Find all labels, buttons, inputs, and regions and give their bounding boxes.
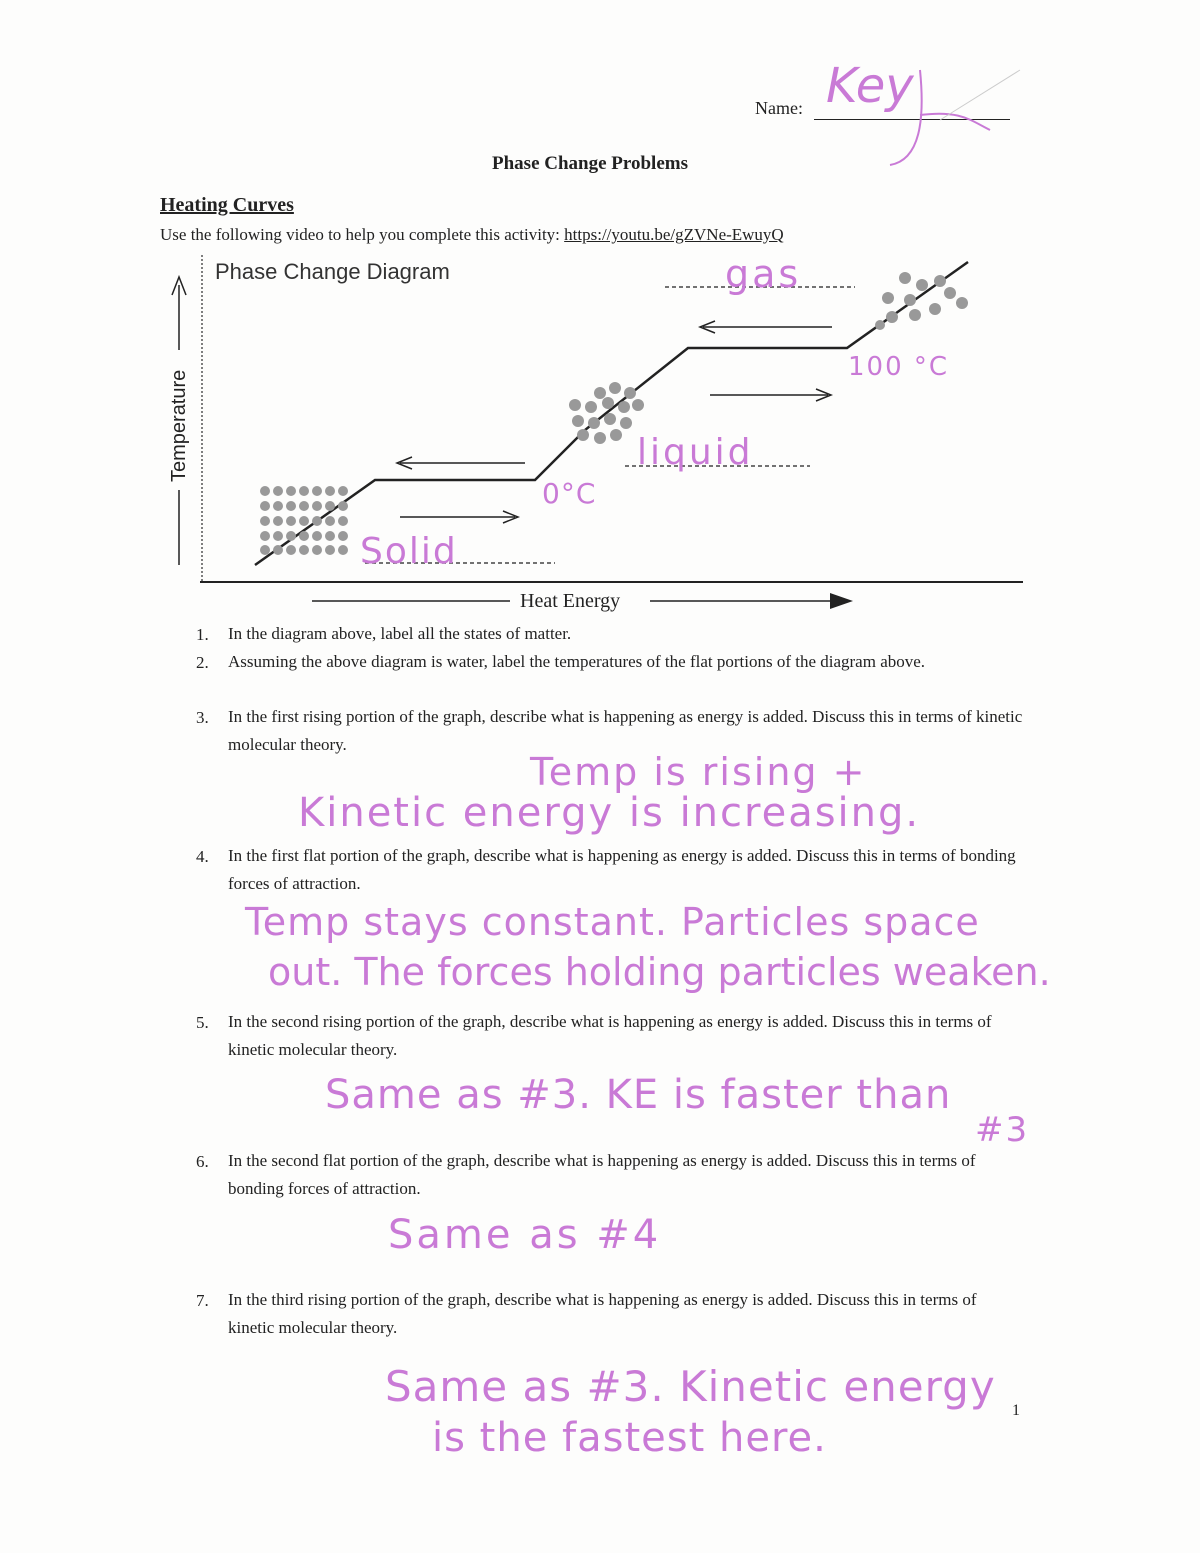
phase-change-diagram — [150, 245, 1030, 625]
x-axis-arrowhead — [830, 593, 853, 609]
answer-7-line-2: is the fastest here. — [432, 1415, 827, 1461]
question-text: In the second flat portion of the graph, describe what is happening as energy is added. Discuss this in terms of bonding forces of attraction. — [228, 1151, 976, 1198]
question-number: 6. — [196, 1152, 209, 1171]
question-number: 2. — [196, 653, 209, 672]
y-axis-label: Temperature — [168, 369, 190, 482]
question-text: In the first rising portion of the graph, describe what is happening as energy is added. Discuss this in terms of kinetic molecular theory. — [228, 707, 1023, 754]
x-axis-label: Heat Energy — [520, 590, 621, 612]
answer-liquid-label: liquid — [637, 432, 754, 473]
section-heading: Heating Curves — [160, 194, 294, 216]
name-answer: Key — [826, 58, 914, 114]
answer-gas-label: gas — [725, 252, 802, 296]
question-number: 7. — [196, 1291, 209, 1310]
video-link[interactable]: https://youtu.be/gZVNe-EwuyQ — [564, 225, 784, 244]
question-number: 5. — [196, 1013, 209, 1032]
answer-5-line-1: Same as #3. KE is faster than — [325, 1072, 952, 1118]
page-number: 1 — [1012, 1402, 1020, 1419]
instruction-text: Use the following video to help you complete this activity: — [160, 225, 560, 244]
instruction-line — [160, 225, 784, 245]
question-text: In the first flat portion of the graph, describe what is happening as energy is added. Discuss this in terms of bonding forces of attraction. — [228, 846, 1016, 893]
name-label: Name: — [755, 98, 803, 118]
diagram-title: Phase Change Diagram — [215, 259, 450, 284]
answer-7-line-1: Same as #3. Kinetic energy — [385, 1362, 996, 1411]
question-number: 1. — [196, 625, 209, 644]
answer-5-line-2: #3 — [975, 1110, 1030, 1150]
answer-solid-label: Solid — [360, 531, 458, 572]
answer-melting-temp: 0°C — [542, 477, 597, 510]
answer-boiling-temp: 100 °C — [848, 352, 950, 382]
question-text: In the diagram above, label all the states of matter. — [228, 624, 572, 643]
question-number: 4. — [196, 847, 209, 866]
answer-4-line-2: out. The forces holding particles weaken. — [268, 950, 1051, 994]
page-title: Phase Change Problems — [492, 153, 688, 174]
answer-4-line-1: Temp stays constant. Particles space — [245, 900, 980, 944]
question-text: In the second rising portion of the graph, describe what is happening as energy is added. Discuss this in terms of kinetic molecular theory. — [228, 1012, 992, 1059]
answer-3-line-2: Kinetic energy is increasing. — [298, 790, 921, 836]
gas-particles — [875, 272, 968, 330]
solid-particles — [260, 486, 348, 555]
answer-6-line-1: Same as #4 — [388, 1212, 662, 1258]
question-text: In the third rising portion of the graph, describe what is happening as energy is added. Discuss this in terms of kinetic molecular theory. — [228, 1290, 977, 1337]
answer-3-line-1: Temp is rising + — [530, 750, 867, 794]
question-number: 3. — [196, 708, 209, 727]
question-text: Assuming the above diagram is water, label the temperatures of the flat portions of the diagram above. — [228, 652, 926, 671]
